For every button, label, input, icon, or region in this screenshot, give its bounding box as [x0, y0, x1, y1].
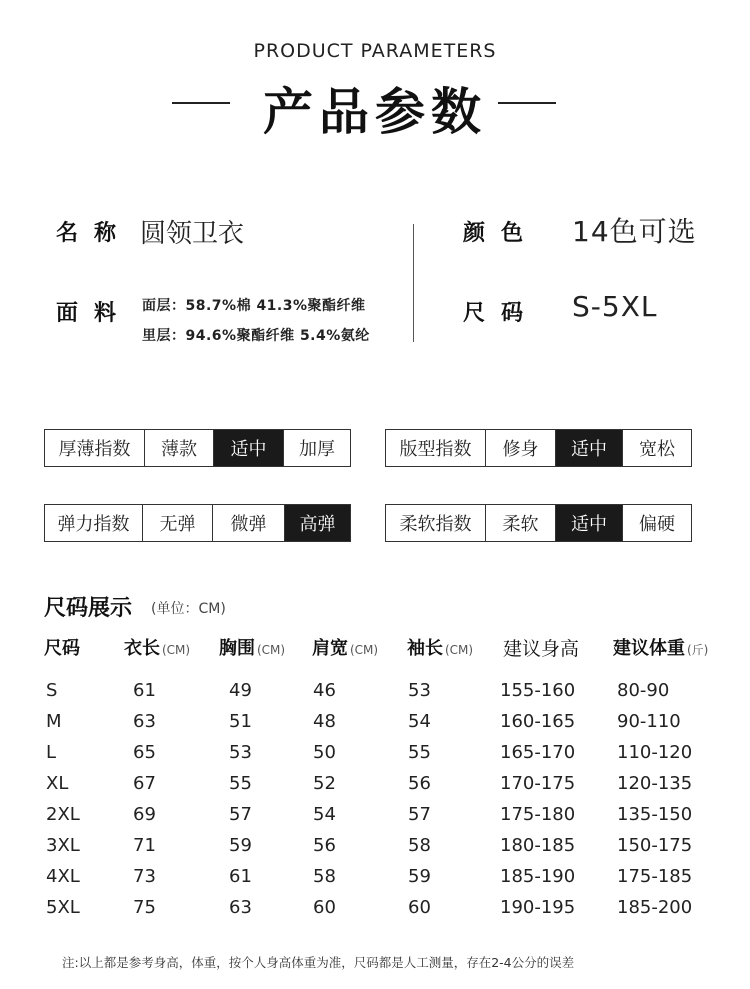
- cell-length: 75: [133, 897, 156, 918]
- header-weight: 建议体重 (斤): [613, 638, 709, 659]
- fabric-inner: 里层：94.6%聚酯纤维 5.4%氨纶: [142, 328, 370, 344]
- cell-chest: 61: [229, 866, 252, 887]
- header-chest: 胸围 (CM): [219, 638, 286, 659]
- header-length: 衣长 (CM): [124, 638, 191, 659]
- cell-chest: 51: [229, 711, 252, 732]
- cell-weight: 150-175: [617, 835, 693, 856]
- cell-length: 69: [133, 804, 156, 825]
- size-value: S-5XL: [572, 290, 658, 323]
- cell-sleeve: 53: [408, 680, 431, 701]
- cell-weight: 120-135: [617, 773, 693, 794]
- fit-index: [385, 429, 692, 467]
- cell-sleeve: 60: [408, 897, 431, 918]
- cell-weight: 185-200: [617, 897, 693, 918]
- size-chart-unit: (单位：CM): [151, 601, 226, 617]
- cell-length: 63: [133, 711, 156, 732]
- cell-shoulder: 56: [313, 835, 336, 856]
- elasticity-index: [44, 504, 351, 542]
- cell-chest: 53: [229, 742, 252, 763]
- softness-option-stiff: 偏硬: [622, 505, 691, 541]
- cell-height: 190-195: [500, 897, 576, 918]
- cell-shoulder: 54: [313, 804, 336, 825]
- header-sleeve: 袖长 (CM): [407, 638, 474, 659]
- header-size: 尺码: [44, 638, 80, 659]
- thickness-option-thin: 薄款: [144, 430, 213, 466]
- fabric-outer: 面层：58.7%棉 41.3%聚酯纤维: [142, 298, 366, 314]
- cell-height: 155-160: [500, 680, 576, 701]
- cell-sleeve: 55: [408, 742, 431, 763]
- cell-shoulder: 46: [313, 680, 336, 701]
- elasticity-index-label: 弹力指数: [57, 514, 130, 535]
- footnote: 注:以上都是参考身高，体重，按个人身高体重为准，尺码都是人工测量，存在2-4公分的误差: [62, 955, 575, 970]
- cell-chest: 55: [229, 773, 252, 794]
- cell-size: S: [46, 680, 58, 701]
- cell-weight: 135-150: [617, 804, 693, 825]
- cell-length: 65: [133, 742, 156, 763]
- name-label: 名称: [56, 221, 133, 246]
- fit-option-slim: 修身: [485, 430, 555, 466]
- fabric-label: 面料: [56, 301, 133, 326]
- cell-weight: 90-110: [617, 711, 681, 732]
- header-shoulder: 肩宽 (CM): [312, 638, 379, 659]
- cell-sleeve: 56: [408, 773, 431, 794]
- title-rule-right: [498, 102, 556, 104]
- header-height: 建议身高: [503, 638, 580, 660]
- cell-sleeve: 54: [408, 711, 431, 732]
- cell-chest: 57: [229, 804, 252, 825]
- cell-sleeve: 58: [408, 835, 431, 856]
- cell-chest: 49: [229, 680, 252, 701]
- color-value: 14色可选: [572, 215, 697, 248]
- cell-shoulder: 50: [313, 742, 336, 763]
- size-label: 尺码: [463, 301, 540, 326]
- elasticity-option-slight: 微弹: [212, 505, 284, 541]
- name-value: 圆领卫衣: [140, 219, 245, 249]
- cell-size: 5XL: [46, 897, 80, 918]
- cell-height: 180-185: [500, 835, 576, 856]
- cell-size: 3XL: [46, 835, 80, 856]
- cell-chest: 59: [229, 835, 252, 856]
- cell-shoulder: 52: [313, 773, 336, 794]
- page-title: 产品参数: [263, 83, 487, 141]
- cell-weight: 175-185: [617, 866, 693, 887]
- thickness-option-thick: 加厚: [283, 430, 350, 466]
- cell-shoulder: 48: [313, 711, 336, 732]
- cell-size: M: [46, 711, 62, 732]
- fit-option-regular: 适中: [555, 430, 622, 466]
- cell-size: L: [46, 742, 57, 763]
- fit-option-loose: 宽松: [622, 430, 691, 466]
- softness-index: [385, 504, 692, 542]
- softness-index-label: 柔软指数: [399, 514, 472, 535]
- cell-size: 4XL: [46, 866, 80, 887]
- spec-divider: [413, 224, 414, 342]
- cell-weight: 80-90: [617, 680, 670, 701]
- cell-height: 175-180: [500, 804, 576, 825]
- thickness-index-label: 厚薄指数: [58, 439, 131, 460]
- elasticity-option-high: 高弹: [284, 505, 350, 541]
- cell-length: 61: [133, 680, 156, 701]
- fit-index-label: 版型指数: [399, 439, 472, 460]
- cell-length: 67: [133, 773, 156, 794]
- cell-sleeve: 57: [408, 804, 431, 825]
- cell-size: 2XL: [46, 804, 80, 825]
- cell-shoulder: 60: [313, 897, 336, 918]
- cell-weight: 110-120: [617, 742, 693, 763]
- cell-chest: 63: [229, 897, 252, 918]
- cell-height: 185-190: [500, 866, 576, 887]
- cell-size: XL: [46, 773, 69, 794]
- softness-option-soft: 柔软: [485, 505, 555, 541]
- thickness-option-medium: 适中: [213, 430, 283, 466]
- page-subtitle: PRODUCT PARAMETERS: [253, 40, 497, 62]
- cell-height: 160-165: [500, 711, 576, 732]
- color-label: 颜色: [463, 221, 540, 246]
- softness-option-medium: 适中: [555, 505, 622, 541]
- thickness-index: [44, 429, 351, 467]
- cell-sleeve: 59: [408, 866, 431, 887]
- cell-height: 165-170: [500, 742, 576, 763]
- size-chart-title: 尺码展示: [44, 596, 133, 621]
- cell-length: 73: [133, 866, 156, 887]
- cell-length: 71: [133, 835, 156, 856]
- cell-shoulder: 58: [313, 866, 336, 887]
- cell-height: 170-175: [500, 773, 576, 794]
- elasticity-option-none: 无弹: [142, 505, 212, 541]
